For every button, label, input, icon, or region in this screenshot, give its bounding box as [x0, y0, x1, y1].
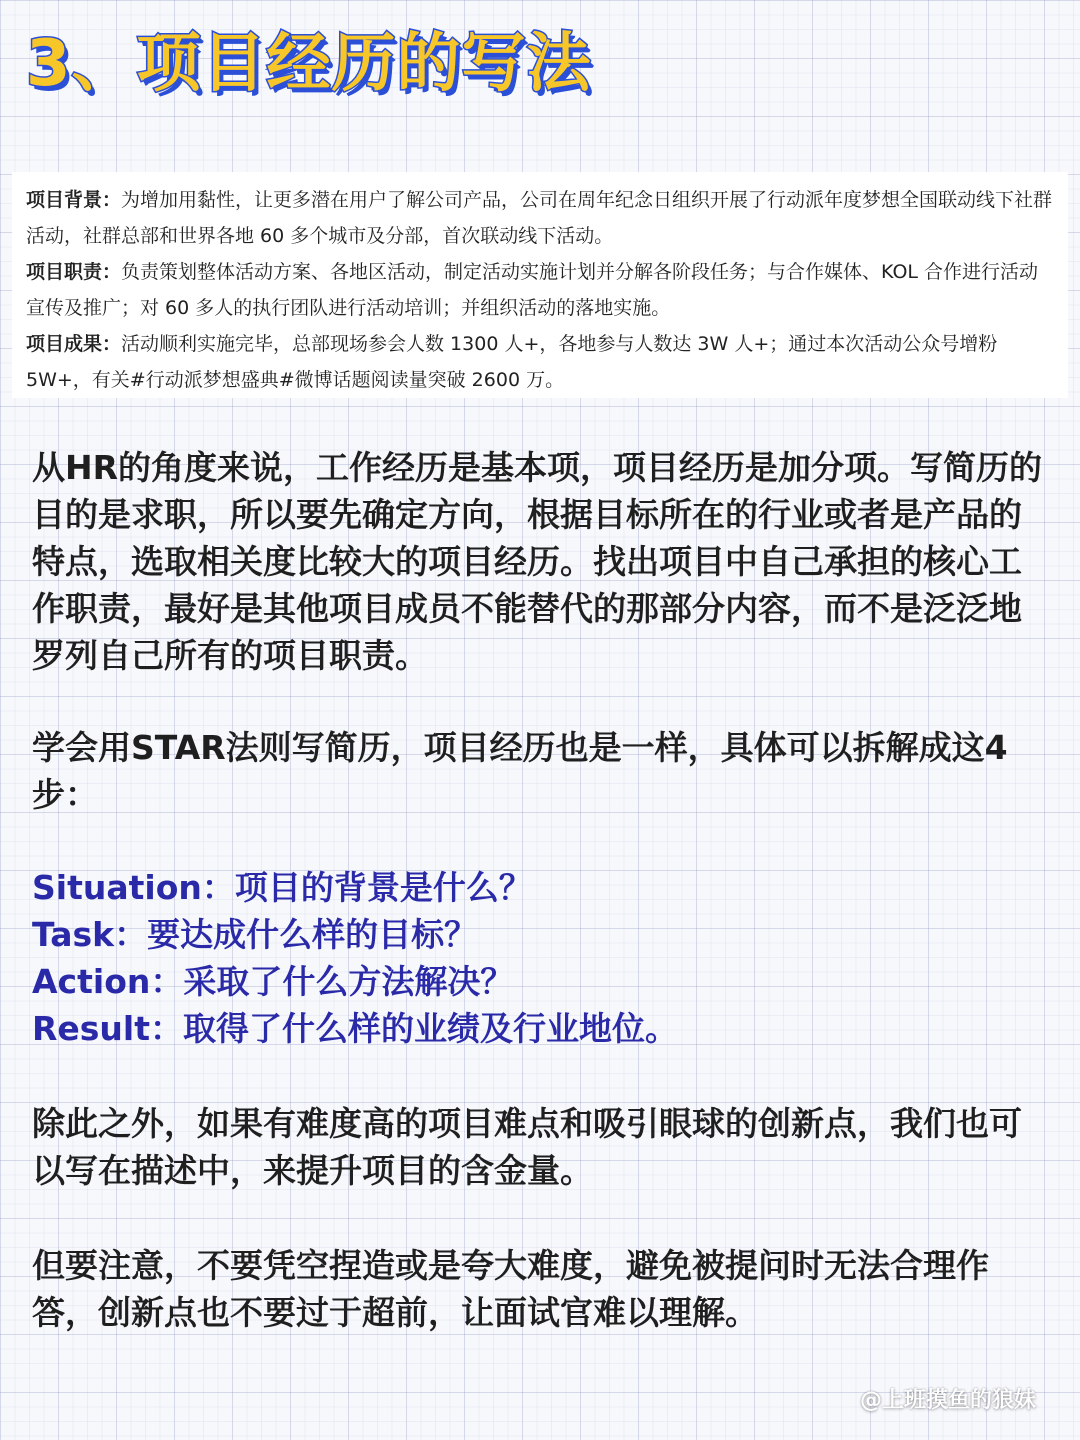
paragraph-hr-perspective: 从HR的角度来说，工作经历是基本项，项目经历是加分项。写简历的目的是求职，所以要先确定方向，根据目标所在的行业或者是产品的特点，选取相关度比较大的项目经历。找出项目中自己承担的核心工作职责，最好是其他项目成员不能替代的那部分内容，而不是泛泛地罗列自己所有的项目职责。 [32, 448, 1043, 675]
resume-row-duties [26, 254, 1054, 326]
paragraph-star-intro: 学会用STAR法则写简历，项目经历也是一样，具体可以拆解成这4步： [32, 728, 1008, 814]
resume-row-label: 项目成果： [26, 333, 122, 355]
resume-row-results [26, 326, 1054, 398]
resume-row-text: 活动顺利实施完毕，总部现场参会人数 1300 人+，各地参与人数达 3W 人+；通过本次活动公众号增粉 5W+，有关#行动派梦想盛典#微博话题阅读量突破 2600 万。 [26, 333, 998, 391]
resume-row-text: 为增加用黏性，让更多潜在用户了解公司产品，公司在周年纪念日组织开展了行动派年度梦想全国联动线下社群活动，社群总部和世界各地 60 多个城市及分部，首次联动线下活动。 [26, 189, 1053, 247]
star-item-task: Task：要达成什么样的目标？ [32, 915, 478, 954]
resume-row-background [26, 182, 1054, 254]
resume-row-label: 项目背景： [26, 189, 122, 211]
resume-row-label: 项目职责： [26, 261, 122, 283]
paragraph-highlights: 除此之外，如果有难度高的项目难点和吸引眼球的创新点，我们也可以写在描述中，来提升项目的含金量。 [32, 1104, 1022, 1190]
page-title: 3、项目经历的写法 [26, 27, 592, 101]
resume-example-card [12, 172, 1068, 398]
paragraph-caution: 但要注意，不要凭空捏造或是夸大难度，避免被提问时无法合理作答，创新点也不要过于超前，让面试官难以理解。 [32, 1246, 989, 1332]
star-item-action: Action：采取了什么方法解决？ [32, 962, 514, 1001]
resume-row-text: 负责策划整体活动方案、各地区活动，制定活动实施计划并分解各阶段任务；与合作媒体、KOL 合作进行活动宣传及推广；对 60 多人的执行团队进行活动培训；并组织活动的落地实施。 [26, 261, 1039, 319]
star-item-situation: Situation：项目的背景是什么？ [32, 868, 532, 907]
star-item-result: Result：取得了什么样的业绩及行业地位。 [32, 1009, 679, 1048]
star-method-list [32, 864, 1052, 1052]
author-watermark: @上班摸鱼的狼妹 [859, 1388, 1036, 1413]
